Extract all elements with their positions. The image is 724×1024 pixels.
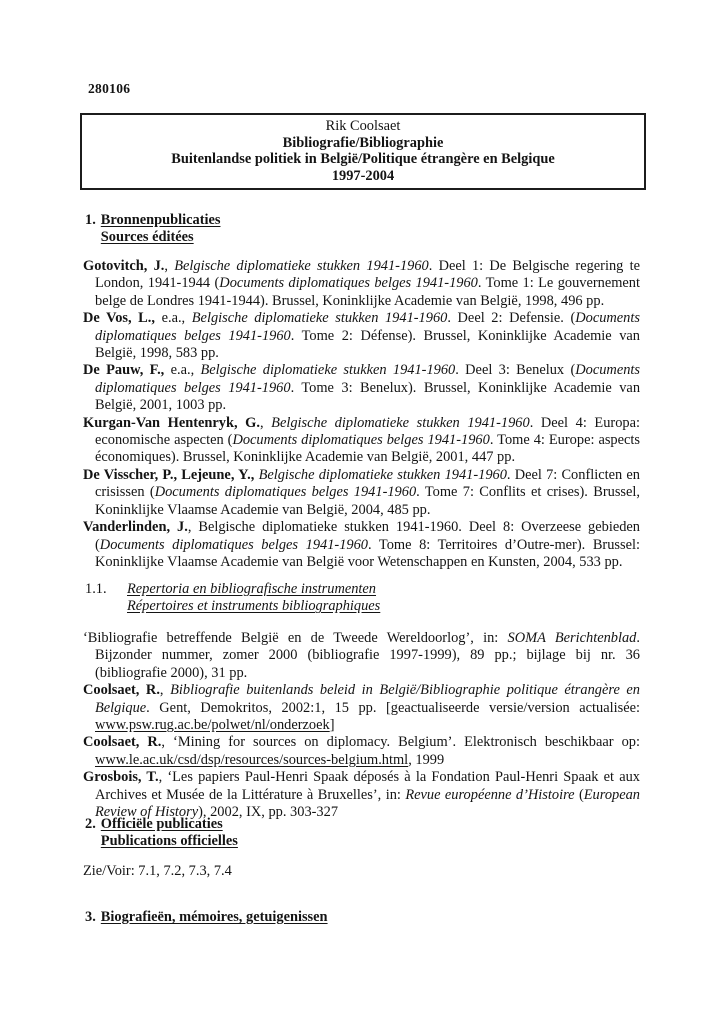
section-3-title: Biografieën, mémoires, getuigenissen <box>100 909 328 925</box>
bibliography-entry: Kurgan-Van Hentenryk, G., Belgische diplomatieke stukken 1941-1960. Deel 4: Europa: economische aspecten (Documents diplomatiques belges 1941-1960. Tome 4: Europe: aspects économiques). Brussel, Koninklijke Academie van België, 2001, 447 pp. <box>83 414 640 466</box>
section-2-title-nl: Officiële publicaties <box>100 816 223 832</box>
bibliography-entry: Gotovitch, J., Belgische diplomatieke stukken 1941-1960. Deel 1: De Belgische regering te London, 1941-1944 (Documents diplomatiques belges 1941-1960. Tome 1: Le gouvernement belge de Londres 1941-1944). Brussel, Koninklijke Academie van België, 1998, 496 pp. <box>83 258 641 309</box>
section-1-heading <box>85 212 220 247</box>
bibliography-entry: ‘Bibliografie betreffende België en de Tweede Wereldoorlog’, in: SOMA Berichtenblad. Bijzonder nummer, zomer 2000 (bibliografie 1997-1999), 89 pp.; bijlage bij nr. 36 (bibliografie 2000), 31 pp. <box>83 630 640 681</box>
bibliography-entry: Coolsaet, R., ‘Mining for sources on diplomacy. Belgium’. Elektronisch beschikbaar op: www.le.ac.uk/csd/dsp/resources/sources-belgium.html, 1999 <box>83 734 640 768</box>
document-title: Bibliografie/Bibliographie <box>282 134 444 151</box>
document-years: 1997-2004 <box>331 167 395 184</box>
bibliography-entry: Vanderlinden, J., Belgische diplomatieke stukken 1941-1960. Deel 8: Overzeese gebieden (Documents diplomatiques belges 1941-1960. Tome 8: Territoires d’Outre-mer). Brussel: Koninklijke Vlaamse Academie van België voor Wetenschappen en Kunsten, 2004, 533 pp. <box>83 519 641 570</box>
bibliography-entry: Grosbois, T., ‘Les papiers Paul-Henri Spaak déposés à la Fondation Paul-Henri Spaak et aux Archives et Musée de la Littérature à Bruxelles’, in: Revue européenne d’Histoire (European Review of History), 2002, IX, pp. 303-327 <box>83 769 640 821</box>
section-1-title-nl: Bronnenpublicaties <box>100 212 221 228</box>
author-name: Rik Coolsaet <box>325 118 401 134</box>
document-number: 280106 <box>88 81 131 96</box>
section-1-1-title-nl: Repertoria en bibliografische instrumenten <box>127 581 377 597</box>
bibliography-list-sources <box>83 258 640 571</box>
cross-reference-note: Zie/Voir: 7.1, 7.2, 7.3, 7.4 <box>83 863 232 879</box>
section-2-number: 2. <box>85 816 96 832</box>
section-1-number: 1. <box>85 212 96 228</box>
section-3-number: 3. <box>85 909 96 925</box>
section-1-title-fr: Sources éditées <box>100 229 194 246</box>
bibliography-entry: De Pauw, F., e.a., Belgische diplomatieke stukken 1941-1960. Deel 3: Benelux (Documents diplomatiques belges 1941-1960. Tome 3: Benelux). Brussel, Koninklijke Academie van België, 2001, 1003 pp. <box>83 362 641 414</box>
document-subtitle: Buitenlandse politiek in België/Politique étrangère en Belgique <box>171 151 555 168</box>
section-2-title-fr: Publications officielles <box>100 833 238 850</box>
section-3-heading <box>85 909 328 926</box>
section-1-1-number: 1.1. <box>85 581 107 597</box>
section-2-heading <box>85 816 238 851</box>
bibliography-entry: Coolsaet, R., Bibliografie buitenlands beleid in België/Bibliographie politique étrangère en Belgique. Gent, Demokritos, 2002:1, 15 pp. [geactualiseerde versie/version actualisée: www.psw.rug.ac.be/polwet/nl/onderzoek] <box>83 682 640 734</box>
section-1-1-title-fr: Répertoires et instruments bibliographiques <box>127 598 381 615</box>
section-1-1-heading <box>85 581 380 616</box>
title-box <box>80 113 646 190</box>
bibliography-entry: De Visscher, P., Lejeune, Y., Belgische diplomatieke stukken 1941-1960. Deel 7: Conflicten en crisissen (Documents diplomatiques belges 1941-1960. Tome 7: Conflits et crises). Brussel, Koninklijke Vlaamse Academie van België, 2004, 485 pp. <box>83 466 641 518</box>
bibliography-entry: De Vos, L., e.a., Belgische diplomatieke stukken 1941-1960. Deel 2: Defensie. (Documents diplomatiques belges 1941-1960. Tome 2: Défense). Brussel, Koninklijke Academie van België, 1998, 583 pp. <box>83 310 640 362</box>
bibliography-list-repertoria <box>83 630 640 821</box>
